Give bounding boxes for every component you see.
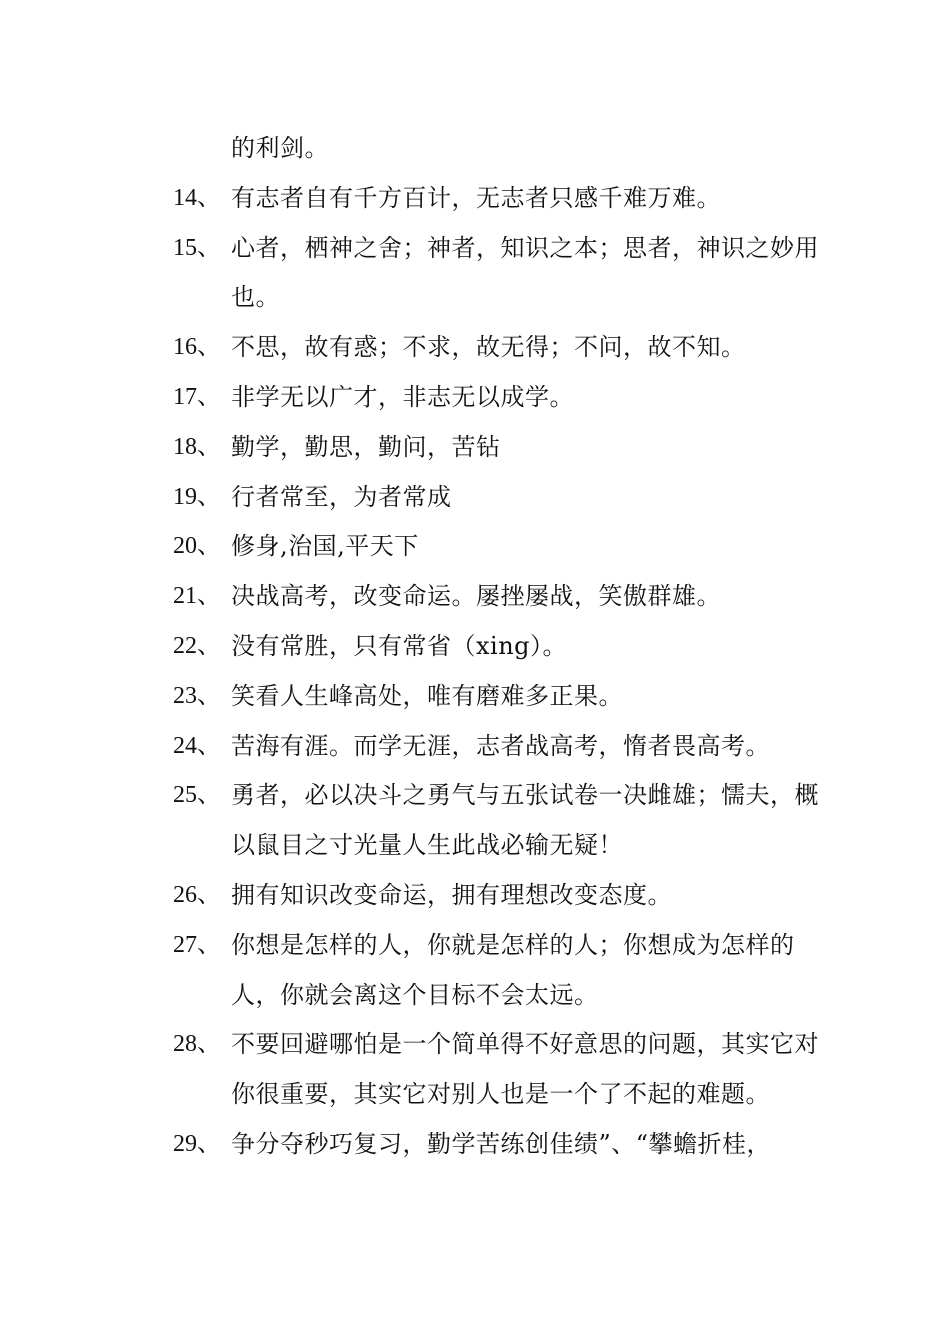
list-item [173,672,823,722]
list-item [173,423,823,473]
list-item [173,722,823,772]
item-number: 22、 [173,632,221,659]
item-text: 修身,治国,平天下 [231,532,419,561]
item-number: 29、 [173,1130,221,1157]
item-number: 17、 [173,383,221,410]
item-number: 25、 [173,782,221,809]
list-item [173,771,823,871]
item-number: 19、 [173,483,221,510]
list-item [173,373,823,423]
list-item [173,174,823,224]
item-number: 28、 [173,1031,221,1058]
list-item [173,224,823,324]
item-number: 15、 [173,234,221,261]
item-text: 心者，栖神之舍；神者，知识之本；思者，神识之妙用也。 [231,233,819,312]
item-number: 18、 [173,433,221,460]
item-text: 没有常胜，只有常省（xing）。 [231,631,568,660]
item-text: 勇者，必以决斗之勇气与五张试卷一决雌雄；懦夫，概以鼠目之寸光量人生此战必输无疑！ [231,781,819,860]
list-item [173,473,823,523]
item-number: 27、 [173,931,221,958]
item-text: 决战高考，改变命运。屡挫屡战，笑傲群雄。 [231,582,721,611]
list-item [173,871,823,921]
list-item [173,1120,823,1170]
item-text: 争分夺秒巧复习，勤学苦练创佳绩”、“攀蟾折桂， [231,1129,772,1158]
item-number: 14、 [173,184,221,211]
item-number: 21、 [173,583,221,610]
item-text: 拥有知识改变命运，拥有理想改变态度。 [231,880,672,909]
item-number: 26、 [173,881,221,908]
item-text: 你想是怎样的人，你就是怎样的人；你想成为怎样的人，你就会离这个目标不会太远。 [231,930,795,1009]
item-number: 23、 [173,682,221,709]
item-text: 不要回避哪怕是一个简单得不好意思的问题，其实它对你很重要，其实它对别人也是一个了不起的难题。 [231,1030,819,1109]
list-item [173,323,823,373]
item-text: 非学无以广才，非志无以成学。 [231,382,574,411]
list-item [173,572,823,622]
quote-list [173,124,823,1170]
list-item [173,124,823,174]
item-text: 行者常至，为者常成 [231,482,452,511]
item-text: 勤学，勤思，勤问，苦钻 [231,432,501,461]
item-number: 16、 [173,334,221,361]
list-item [173,522,823,572]
list-item [173,622,823,672]
item-number: 20、 [173,533,221,560]
item-text: 苦海有涯。而学无涯，志者战高考，惰者畏高考。 [231,731,770,760]
item-number: 24、 [173,732,221,759]
item-text: 的利剑。 [231,134,329,162]
item-text: 不思，故有惑；不求，故无得；不问，故不知。 [231,333,746,362]
list-item [173,921,823,1021]
list-item [173,1020,823,1120]
item-text: 笑看人生峰高处，唯有磨难多正果。 [231,681,623,710]
item-text: 有志者自有千方百计，无志者只感千难万难。 [231,183,721,212]
